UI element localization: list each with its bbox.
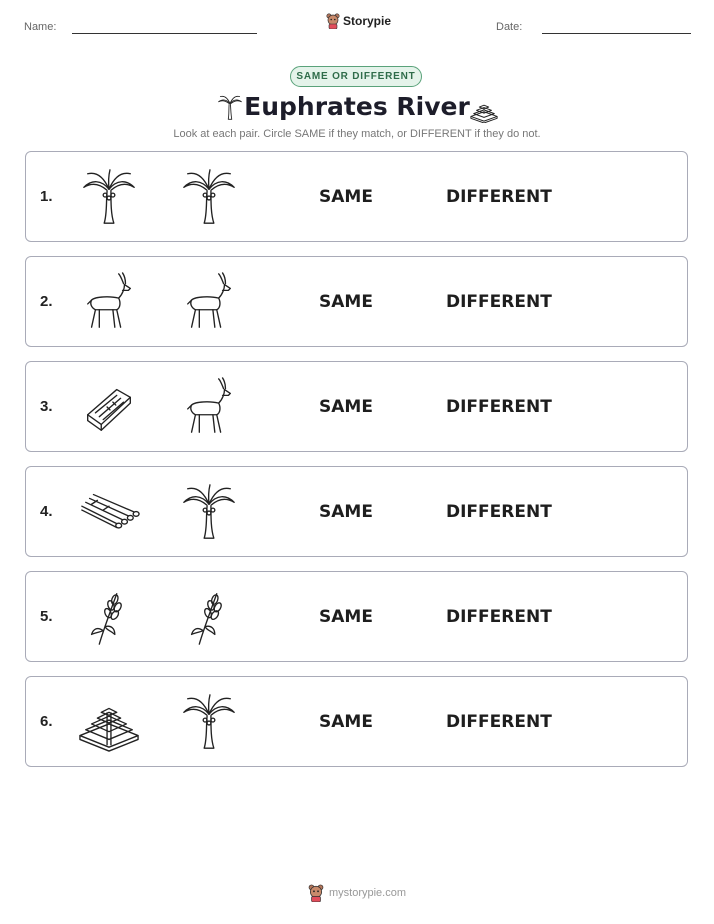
brand-name: Storypie: [343, 14, 392, 28]
wheat-icon: [178, 586, 240, 648]
gazelle-icon: [178, 376, 240, 438]
different-option[interactable]: DIFFERENT: [446, 292, 552, 312]
same-option[interactable]: SAME: [319, 712, 373, 732]
palm-tree-icon: [178, 691, 240, 753]
different-option[interactable]: DIFFERENT: [446, 187, 552, 207]
question-row: [25, 676, 688, 767]
question-row: [25, 151, 688, 242]
footer: [0, 884, 714, 902]
same-option[interactable]: SAME: [319, 292, 373, 312]
different-option[interactable]: DIFFERENT: [446, 712, 552, 732]
same-option[interactable]: SAME: [319, 607, 373, 627]
name-line[interactable]: [72, 33, 257, 34]
bear-mascot-icon: [326, 13, 340, 29]
ziggurat-icon: [78, 691, 140, 753]
gazelle-icon: [178, 271, 240, 333]
different-option[interactable]: DIFFERENT: [446, 502, 552, 522]
question-number: 6.: [40, 713, 53, 730]
same-option[interactable]: SAME: [319, 187, 373, 207]
instructions-text: Look at each pair. Circle SAME if they match, or DIFFERENT if they do not.: [173, 128, 541, 140]
question-row: [25, 256, 688, 347]
wheat-icon: [78, 586, 140, 648]
question-row: [25, 361, 688, 452]
different-option[interactable]: DIFFERENT: [446, 397, 552, 417]
same-option[interactable]: SAME: [319, 397, 373, 417]
date-label: Date:: [496, 21, 523, 33]
bear-mascot-icon: [308, 884, 324, 902]
palm-tree-icon: [178, 481, 240, 543]
name-label: Name:: [24, 21, 57, 33]
brand-logo: [326, 13, 391, 29]
question-number: 5.: [40, 608, 53, 625]
clay-tablet-icon: [78, 376, 140, 438]
question-number: 1.: [40, 188, 53, 205]
page-title: Euphrates River: [244, 92, 470, 121]
question-number: 3.: [40, 398, 53, 415]
different-option[interactable]: DIFFERENT: [446, 607, 552, 627]
worksheet-header: [0, 0, 714, 50]
reed-raft-icon: [78, 481, 140, 543]
footer-url[interactable]: mystorypie.com: [328, 887, 407, 899]
activity-badge: SAME OR DIFFERENT: [290, 66, 422, 87]
question-row: [25, 466, 688, 557]
date-line[interactable]: [542, 33, 691, 34]
gazelle-icon: [78, 271, 140, 333]
ziggurat-icon: [466, 93, 502, 128]
question-number: 4.: [40, 503, 53, 520]
same-option[interactable]: SAME: [319, 502, 373, 522]
palm-tree-icon: [178, 166, 240, 228]
question-number: 2.: [40, 293, 53, 310]
palm-tree-icon: [78, 166, 140, 228]
question-row: [25, 571, 688, 662]
